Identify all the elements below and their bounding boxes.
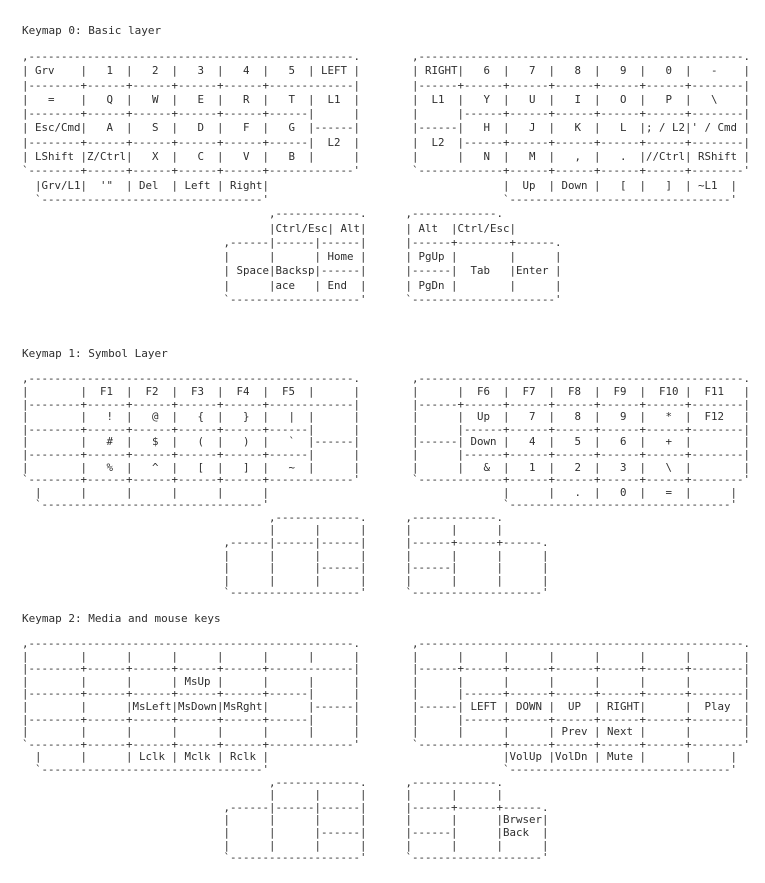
keymap-1-ascii-diagram: ,--------------------------------------------------. ,--------------------------------------------------. | | F1 | F2 | F3 | F4 | F5 | | | | F6 | F7 | F8 | F9 | F10 | F11 | |--------+------+------+------+------+-------------| |------+------+------+------+------+------+--------| | | ! | @ | { | } | | | | | | Up | 7 | 8 | 9 | * | F12 | |--------+------+------+------+------+------| | | |------+------+------+------+------+--------| | | # | $ | ( | ) | ` |------| |------| Down | 4 | 5 | 6 | + | | |--------+------+------+------+------+------| | | |------+------+------+------+------+--------| | | % | ^ | [ | ] | ~ | | | | & | 1 | 2 | 3 | \ | | `--------+------+------+------+------+-------------' `-------------+------+------+------+------+--------' | | | | | | | | . | 0 | = | | `----------------------------------' `----------------------------------' ,-------------. ,-------------. | | | | | | ,------|------|------| |------+------+------. | | | | | | | | | | |------| |------| | | | | | | | | | | `--------------------' `--------------------' xyxy=(22,372,751,600)
keymap-section-media xyxy=(22,612,755,865)
keymap-section-symbol xyxy=(22,347,755,600)
keymap-section-basic xyxy=(22,24,755,307)
keymap-2-title: Keymap 2: Media and mouse keys xyxy=(22,612,221,626)
keymap-0-ascii-diagram: ,--------------------------------------------------. ,--------------------------------------------------. | Grv | 1 | 2 | 3 | 4 | 5 | LEFT | | RIGHT| 6 | 7 | 8 | 9 | 0 | - | |--------+------+------+------+------+-------------| |------+------+------+------+------+------+--------| | = | Q | W | E | R | T | L1 | | L1 | Y | U | I | O | P | \ | |--------+------+------+------+------+------| | | |------+------+------+------+------+--------| | Esc/Cmd| A | S | D | F | G |------| |------| H | J | K | L |; / L2|' / Cmd | |--------+------+------+------+------+------| L2 | | L2 |------+------+------+------+------+--------| | LShift |Z/Ctrl| X | C | V | B | | | | N | M | , | . |//Ctrl| RShift | `--------+------+------+------+------+-------------' `-------------+------+------+------+------+--------' |Grv/L1| '" | Del | Left | Right| | Up | Down | [ | ] | ~L1 | `----------------------------------' `----------------------------------' ,-------------. ,-------------. |Ctrl/Esc| Alt| | Alt |Ctrl/Esc| ,------|------|------| |------+--------+------. | | | Home | | PgUp | | | | Space|Backsp|------| |------| Tab |Enter | | |ace | End | | PgDn | | | `--------------------' `----------------------' xyxy=(22,50,751,307)
keymap-1-title: Keymap 1: Symbol Layer xyxy=(22,347,168,361)
keymap-2-ascii-diagram: ,--------------------------------------------------. ,--------------------------------------------------. | | | | | | | | | | | | | | | | |--------+------+------+------+------+-------------| |------+------+------+------+------+------+--------| | | | | MsUp | | | | | | | | | | | | |--------+------+------+------+------+------| | | |------+------+------+------+------+--------| | | |MsLeft|MsDown|MsRght| |------| |------| LEFT | DOWN | UP | RIGHT| | Play | |--------+------+------+------+------+------| | | |------+------+------+------+------+--------| | | | | | | | | | | | | Prev | Next | | | `--------+------+------+------+------+-------------' `-------------+------+------+------+------+--------' | | | Lclk | Mclk | Rclk | |VolUp |VolDn | Mute | | | `----------------------------------' `----------------------------------' ,-------------. ,-------------. | | | | | | ,------|------|------| |------+------+------. | | | | | | |Brwser| | | |------| |------| |Back | | | | | | | | | `--------------------' `--------------------' xyxy=(22,637,751,865)
keymap-0-title: Keymap 0: Basic layer xyxy=(22,24,162,37)
